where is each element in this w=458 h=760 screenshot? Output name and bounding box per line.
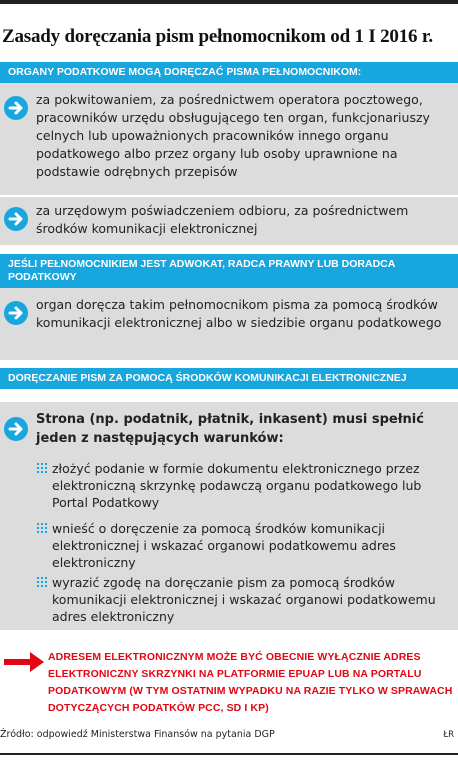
section-header-organs: ORGANY PODATKOWE MOGĄ DORĘCZAĆ PISMA PEŁNOMOCNIKOM:: [0, 62, 458, 83]
page-title: Zasady doręczania pism pełnomocnikom od 1 I 2016 r.: [2, 26, 433, 47]
list-item-text: za urzędowym poświadczeniem odbioru, za pośrednictwem środków komunikacji elektronicznej: [36, 203, 409, 236]
section-panel-organs: [0, 83, 458, 245]
list-item-text: wyrazić zgodę na doręczanie pism za pomocą środków komunikacji elektronicznej i wskazać organowi podatkowemu adres elektroniczny: [52, 575, 436, 624]
red-arrow-icon: [2, 649, 46, 675]
section-panel-electronic: [0, 402, 458, 630]
arrow-right-icon: [3, 416, 29, 442]
section-header-electronic: DORĘCZANIE PISM ZA POMOCĄ ŚRODKÓW KOMUNIKACJI ELEKTRONICZNEJ: [0, 368, 458, 389]
bottom-rule: [0, 753, 458, 755]
section-panel-advocates: [0, 288, 458, 360]
list-item-text: organ doręcza takim pełnomocnikom pisma za pomocą środków komunikacji elektronicznej albo w siedzibie organu podatkowego: [36, 297, 442, 330]
list-item-text: złożyć podanie w formie dokumentu elektronicznego przez elektroniczną skrzynkę podawczą organu podatkowego lub Portal Podatkowy: [52, 461, 422, 510]
divider: [0, 195, 458, 197]
list-item-text: wnieść o doręczenie za pomocą środków komunikacji elektronicznej i wskazać organowi podatkowemu adres elektroniczny: [52, 521, 396, 570]
arrow-right-icon: [3, 206, 29, 232]
list-item: [0, 91, 458, 191]
section-header-advocates: JEŚLI PEŁNOMOCNIKIEM JEST ADWOKAT, RADCA PRAWNY LUB DORADCA PODATKOWY: [0, 254, 458, 288]
grid-bullet-icon: [37, 577, 47, 587]
lead-item: [0, 410, 458, 452]
arrow-right-icon: [3, 300, 29, 326]
list-item: [0, 296, 458, 356]
grid-bullet-icon: [37, 463, 47, 473]
source-caption: Źródło: odpowiedź Ministerstwa Finansów na pytania DGP: [0, 729, 275, 740]
author-credit: ŁR: [443, 730, 454, 740]
grid-bullet-icon: [37, 523, 47, 533]
lead-text: Strona (np. podatnik, płatnik, inkasent) musi spełnić jeden z następujących warunków:: [36, 412, 424, 446]
list-item: [0, 202, 458, 242]
warning-note: ADRESEM ELEKTRONICZNYM MOŻE BYĆ OBECNIE WYŁĄCZNIE ADRES ELEKTRONICZNY SKRZYNKI NA PLATFORMIE EPUAP LUB NA PORTALU PODATKOWYM (W TYM OSTATNIM WYPADKU NA RAZIE TYLKO W SPRAWACH DOTYCZĄCYCH PODATKÓW PCC, SD I KP): [48, 651, 453, 714]
list-item-text: za pokwitowaniem, za pośrednictwem operatora pocztowego, pracowników urzędu obsługującego ten organ, funkcjonariuszy celnych lub upoważnionych pracowników innego organu podatkowego albo przez organy lub osoby uprawnione na podstawie odrębnych przepisów: [36, 92, 430, 179]
arrow-right-icon: [3, 95, 29, 121]
top-rule: [0, 0, 458, 4]
